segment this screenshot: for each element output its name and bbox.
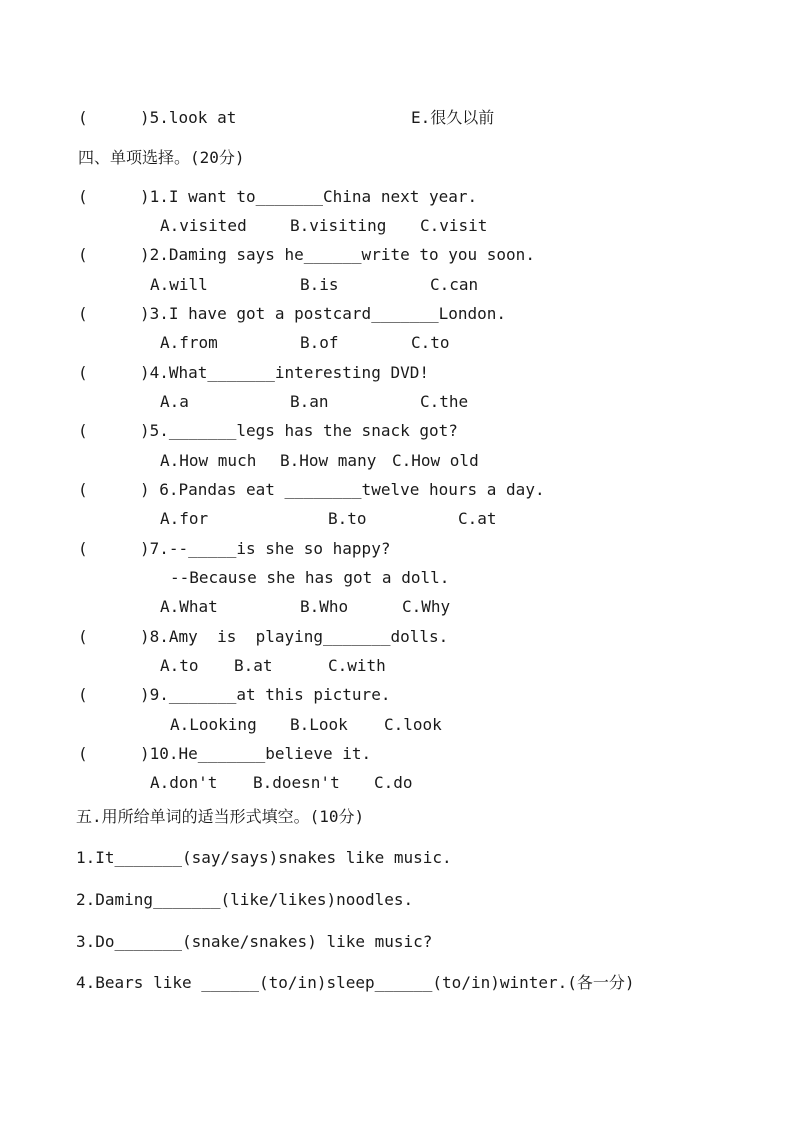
- option-c: C.How old: [392, 451, 479, 470]
- option-c: C.to: [411, 333, 450, 352]
- answer-paren: (: [78, 304, 88, 323]
- question-stem: )5._______legs has the snack got?: [140, 421, 458, 440]
- section-4-heading: 四、单项选择。(20分): [78, 148, 245, 167]
- option-b: B.to: [328, 509, 367, 528]
- answer-paren: (: [78, 685, 88, 704]
- option-a: A.visited: [160, 216, 247, 235]
- question-stem: ) 6.Pandas eat ________twelve hours a day.: [140, 480, 545, 499]
- section-5-heading: 五.用所给单词的适当形式填空。(10分): [76, 807, 365, 826]
- option-c: C.the: [420, 392, 469, 411]
- option-b: B.an: [290, 392, 329, 411]
- answer-paren: (: [78, 539, 88, 558]
- fill-item-2: 2.Daming_______(like/likes)noodles.: [76, 890, 414, 909]
- option-c: C.do: [374, 773, 413, 792]
- question-stem: )1.I want to_______China next year.: [140, 187, 478, 206]
- answer-paren: (: [78, 744, 88, 763]
- option-b: B.visiting: [290, 216, 387, 235]
- option-a: A.to: [160, 656, 199, 675]
- matching-option-e: E.很久以前: [411, 108, 495, 127]
- answer-paren: (: [78, 627, 88, 646]
- question-stem: )2.Daming says he______write to you soon.: [140, 245, 535, 264]
- option-c: C.visit: [420, 216, 488, 235]
- option-c: C.with: [328, 656, 386, 675]
- question-stem: )10.He_______believe it.: [140, 744, 372, 763]
- option-b: B.doesn't: [253, 773, 340, 792]
- question-response: --Because she has got a doll.: [170, 568, 450, 587]
- fill-item-1: 1.It_______(say/says)snakes like music.: [76, 848, 452, 867]
- question-stem: )8.Amy is playing_______dolls.: [140, 627, 449, 646]
- question-stem: )9._______at this picture.: [140, 685, 391, 704]
- question-stem: )7.--_____is she so happy?: [140, 539, 391, 558]
- question-stem: )3.I have got a postcard_______London.: [140, 304, 507, 323]
- option-a: A.from: [160, 333, 218, 352]
- option-c: C.can: [430, 275, 479, 294]
- option-a: A.a: [160, 392, 189, 411]
- option-a: A.Looking: [170, 715, 257, 734]
- option-a: A.will: [150, 275, 208, 294]
- option-c: C.look: [384, 715, 442, 734]
- option-c: C.at: [458, 509, 497, 528]
- option-b: B.of: [300, 333, 339, 352]
- fill-item-4: 4.Bears like ______(to/in)sleep______(to/in)winter.(各一分): [76, 973, 635, 992]
- option-c: C.Why: [402, 597, 451, 616]
- answer-paren: (: [78, 187, 88, 206]
- answer-paren: (: [78, 421, 88, 440]
- answer-paren-top: (: [78, 108, 88, 127]
- answer-paren: (: [78, 480, 88, 499]
- answer-paren: (: [78, 363, 88, 382]
- option-b: B.Who: [300, 597, 349, 616]
- fill-item-3: 3.Do_______(snake/snakes) like music?: [76, 932, 433, 951]
- answer-paren: (: [78, 245, 88, 264]
- question-stem: )4.What_______interesting DVD!: [140, 363, 429, 382]
- option-b: B.is: [300, 275, 339, 294]
- option-a: A.don't: [150, 773, 218, 792]
- option-a: A.How much: [160, 451, 257, 470]
- matching-item-5: )5.look at: [140, 108, 237, 127]
- option-b: B.at: [234, 656, 273, 675]
- option-b: B.How many: [280, 451, 377, 470]
- option-b: B.Look: [290, 715, 348, 734]
- option-a: A.for: [160, 509, 209, 528]
- option-a: A.What: [160, 597, 218, 616]
